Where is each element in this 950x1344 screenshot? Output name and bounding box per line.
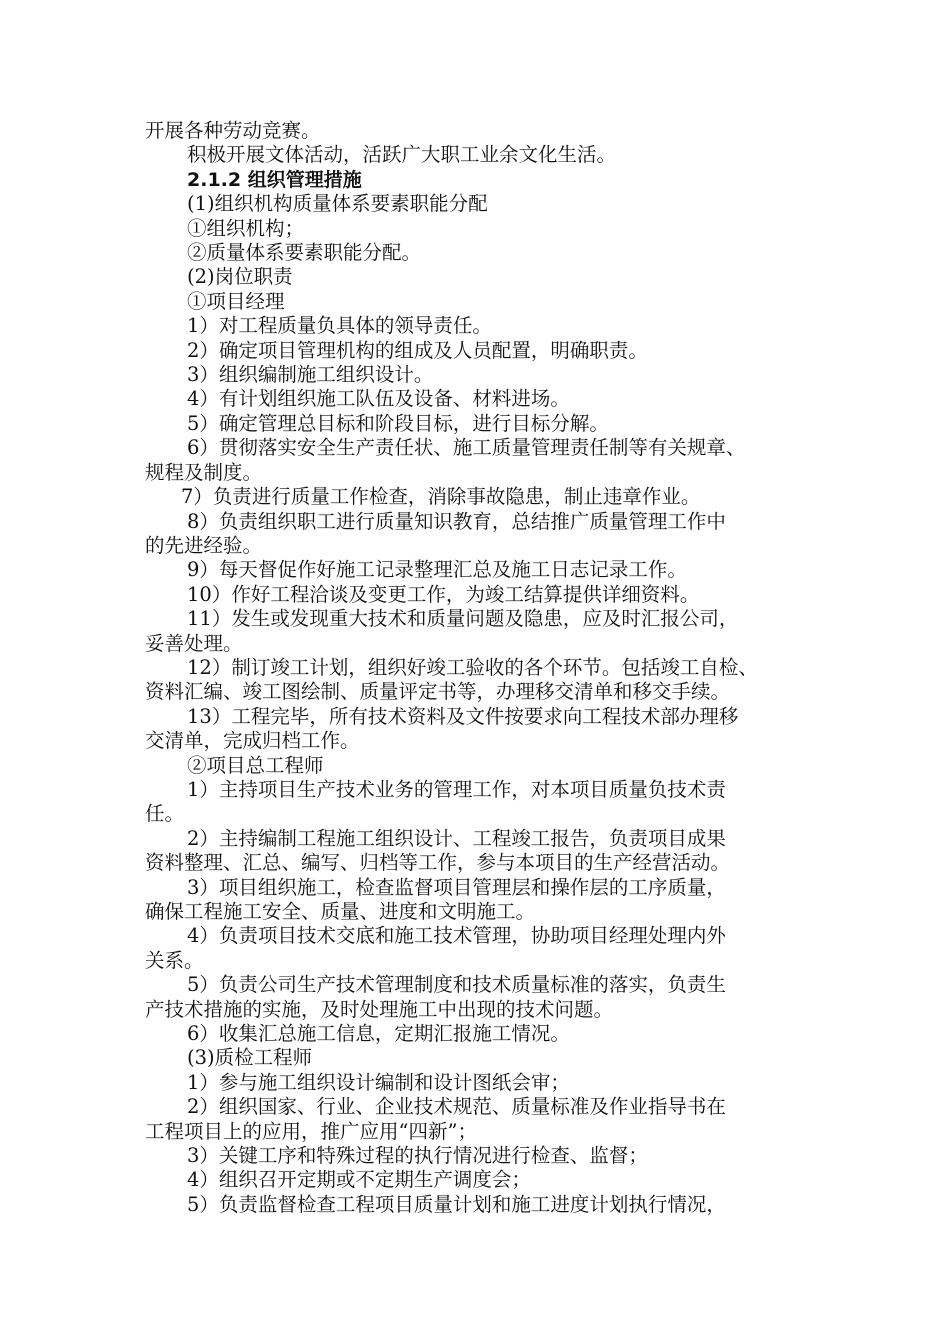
paragraph-line: 8）负责组织职工进行质量知识教育，总结推广质量管理工作中	[187, 509, 726, 533]
paragraph-line: 工程项目上的应用，推广应用“四新”；	[145, 1119, 477, 1143]
paragraph-line: (1)组织机构质量体系要素职能分配	[187, 192, 488, 216]
paragraph-line: 资料汇编、竣工图绘制、质量评定书等，办理移交清单和移交手续。	[145, 680, 731, 704]
paragraph-line: 5）确定管理总目标和阶段目标，进行目标分解。	[187, 411, 609, 435]
paragraph-line: (3)质检工程师	[187, 1046, 313, 1070]
paragraph-line: 产技术措施的实施，及时处理施工中出现的技术问题。	[145, 997, 614, 1021]
paragraph-line: 3）关键工序和特殊过程的执行情况进行检查、监督；	[187, 1144, 648, 1168]
paragraph-line: 4）有计划组织施工队伍及设备、材料进场。	[187, 387, 570, 411]
paragraph-line: 积极开展文体活动，活跃广大职工业余文化生活。	[187, 143, 617, 167]
paragraph-line: 规程及制度。	[145, 460, 263, 484]
paragraph-line: 6）收集汇总施工信息，定期汇报施工情况。	[187, 1022, 570, 1046]
paragraph-line: 妥善处理。	[145, 631, 243, 655]
paragraph-line: 3）项目组织施工，检查监督项目管理层和操作层的工序质量，	[187, 875, 726, 899]
paragraph-line: 11）发生或发现重大技术和质量问题及隐患，应及时汇报公司，	[187, 607, 739, 631]
paragraph-line: 2）主持编制工程施工组织设计、工程竣工报告，负责项目成果	[187, 826, 726, 850]
paragraph-line: 2）确定项目管理机构的组成及人员配置，明确职责。	[187, 338, 648, 362]
paragraph-line: 资料整理、汇总、编写、归档等工作，参与本项目的生产经营活动。	[145, 851, 731, 875]
document-body	[145, 119, 845, 1217]
paragraph-line: 确保工程施工安全、质量、进度和文明施工。	[145, 900, 536, 923]
paragraph-line: 的先进经验。	[145, 533, 263, 557]
paragraph-line: 5）负责公司生产技术管理制度和技术质量标准的落实，负责生	[187, 973, 726, 997]
paragraph-line: 4）组织召开定期或不定期生产调度会；	[187, 1168, 531, 1192]
paragraph-line: 5）负责监督检查工程项目质量计划和施工进度计划执行情况，	[187, 1192, 726, 1216]
paragraph-line: 6）贯彻落实安全生产责任状、施工质量管理责任制等有关规章、	[187, 436, 746, 460]
paragraph-line: 开展各种劳动竞赛。	[145, 119, 321, 142]
paragraph-line: 7）负责进行质量工作检查，消除事故隐患，制止违章作业。	[181, 485, 701, 509]
paragraph-line: ②项目总工程师	[187, 753, 324, 777]
paragraph-line: 3）组织编制施工组织设计。	[187, 363, 434, 387]
paragraph-line: 13）工程完毕，所有技术资料及文件按要求向工程技术部办理移	[187, 704, 739, 728]
paragraph-line: 12）制订竣工计划，组织好竣工验收的各个环节。包括竣工自检、	[187, 655, 758, 679]
paragraph-line: 任。	[145, 802, 185, 826]
paragraph-line: 交清单，完成归档工作。	[145, 729, 360, 753]
paragraph-line: 1）参与施工组织设计编制和设计图纸会审；	[187, 1070, 570, 1094]
paragraph-line: ①组织机构；	[187, 216, 305, 240]
paragraph-line: 4）负责项目技术交底和施工技术管理，协助项目经理处理内外	[187, 924, 726, 948]
paragraph-line: 1）主持项目生产技术业务的管理工作，对本项目质量负技术责	[187, 777, 726, 801]
paragraph-line: 1）对工程质量负具体的领导责任。	[187, 314, 492, 338]
paragraph-line: 2）组织国家、行业、企业技术规范、质量标准及作业指导书在	[187, 1095, 726, 1119]
paragraph-line: (2)岗位职责	[187, 265, 293, 289]
paragraph-line: 关系。	[145, 948, 204, 972]
paragraph-line: 10）作好工程洽谈及变更工作，为竣工结算提供详细资料。	[187, 582, 700, 606]
section-heading: 2.1.2 组织管理措施	[187, 168, 362, 191]
paragraph-line: ①项目经理	[187, 289, 285, 313]
paragraph-line: 9）每天督促作好施工记录整理汇总及施工日志记录工作。	[187, 558, 687, 582]
paragraph-line: ②质量体系要素职能分配。	[187, 241, 422, 265]
